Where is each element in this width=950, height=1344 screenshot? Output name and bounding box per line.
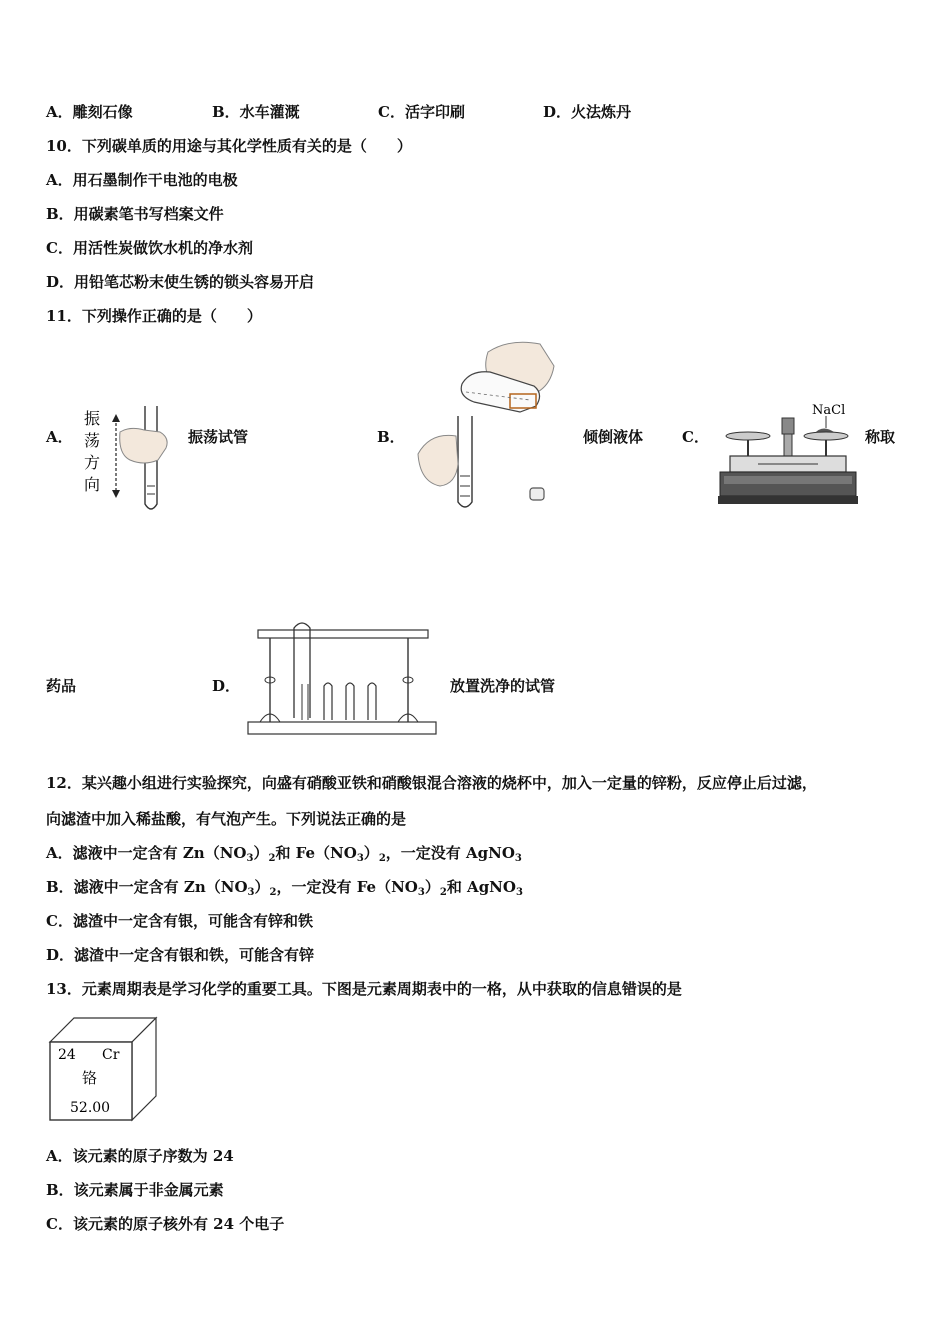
q10-stem: 10．下列碳单质的用途与其化学性质有关的是（ ） [46,137,412,155]
q12-option-b: B．滤液中一定含有 $Zn(NO_3)_2$，一定没有 $Fe(NO_3)_2$和 AgNO$_3$ [46,878,523,898]
fig-a-char-1: 振 [84,409,101,428]
q9-option-c: C．活字印刷 [378,103,465,121]
q11-a-label: A． [46,428,73,446]
q11-a-caption: 振荡试管 [188,428,249,446]
fig-a-char-2: 荡 [84,431,101,450]
q13-stem: 13．元素周期表是学习化学的重要工具。下图是元素周期表中的一格，从中获取的信息错误的是 [46,980,682,998]
figure-pour-liquid [410,336,570,512]
q11-b-caption: 倾倒液体 [583,428,644,446]
q10-option-d: D．用铅笔芯粉末使生锈的锁头容易开启 [46,273,315,291]
figure-element-cell [48,1016,160,1122]
q11-c-label: C． [682,428,709,446]
q11-b-label: B． [377,428,405,446]
element-mass: 52.00 [70,1100,111,1116]
q12-option-c: C．滤渣中一定含有银，可能含有锌和铁 [46,912,313,930]
fig-c-nacl-label: NaCl [812,403,846,418]
q13-option-a: A．该元素的原子序数为 24 [46,1147,234,1165]
q11-stem: 11．下列操作正确的是（ ） [46,307,262,325]
q12-stem-line2: 向滤渣中加入稀盐酸，有气泡产生。下列说法正确的是 [46,810,407,828]
q10-option-b: B．用碳素笔书写档案文件 [46,205,224,223]
q10-option-c: C．用活性炭做饮水机的净水剂 [46,239,253,257]
q9-option-b: B．水车灌溉 [212,103,300,121]
figure-test-tube-rack [244,618,440,738]
q11-c-caption: 称取 [865,428,896,446]
q12-option-a: A．滤液中一定含有 $Zn(NO_3)_2$和 $Fe(NO_3)_2$，一定没有 AgNO$_3$ [46,844,522,864]
q9-option-a: A．雕刻石像 [46,103,133,121]
figure-balance-nacl [718,398,858,508]
q9-option-d: D．火法炼丹 [543,103,632,121]
q11-d-label: D． [212,677,241,695]
q11-c-caption-continued: 药品 [46,677,77,695]
fig-a-char-3: 方 [84,453,101,472]
q12-stem-line1: 12．某兴趣小组进行实验探究，向盛有硝酸亚铁和硝酸银混合溶液的烧杯中，加入一定量的锌粉，反应停止后过滤， [46,774,817,792]
q10-option-a: A．用石墨制作干电池的电极 [46,171,238,189]
q12-option-d: D．滤渣中一定含有银和铁，可能含有锌 [46,946,315,964]
element-name: 铬 [82,1069,98,1087]
element-symbol: Cr [102,1047,120,1063]
fig-a-char-4: 向 [84,475,101,494]
q11-d-caption: 放置洗净的试管 [450,677,556,695]
element-number: 24 [58,1047,76,1063]
figure-shake-test-tube [78,404,178,516]
q13-option-c: C．该元素的原子核外有 24 个电子 [46,1215,285,1233]
q13-option-b: B．该元素属于非金属元素 [46,1181,224,1199]
